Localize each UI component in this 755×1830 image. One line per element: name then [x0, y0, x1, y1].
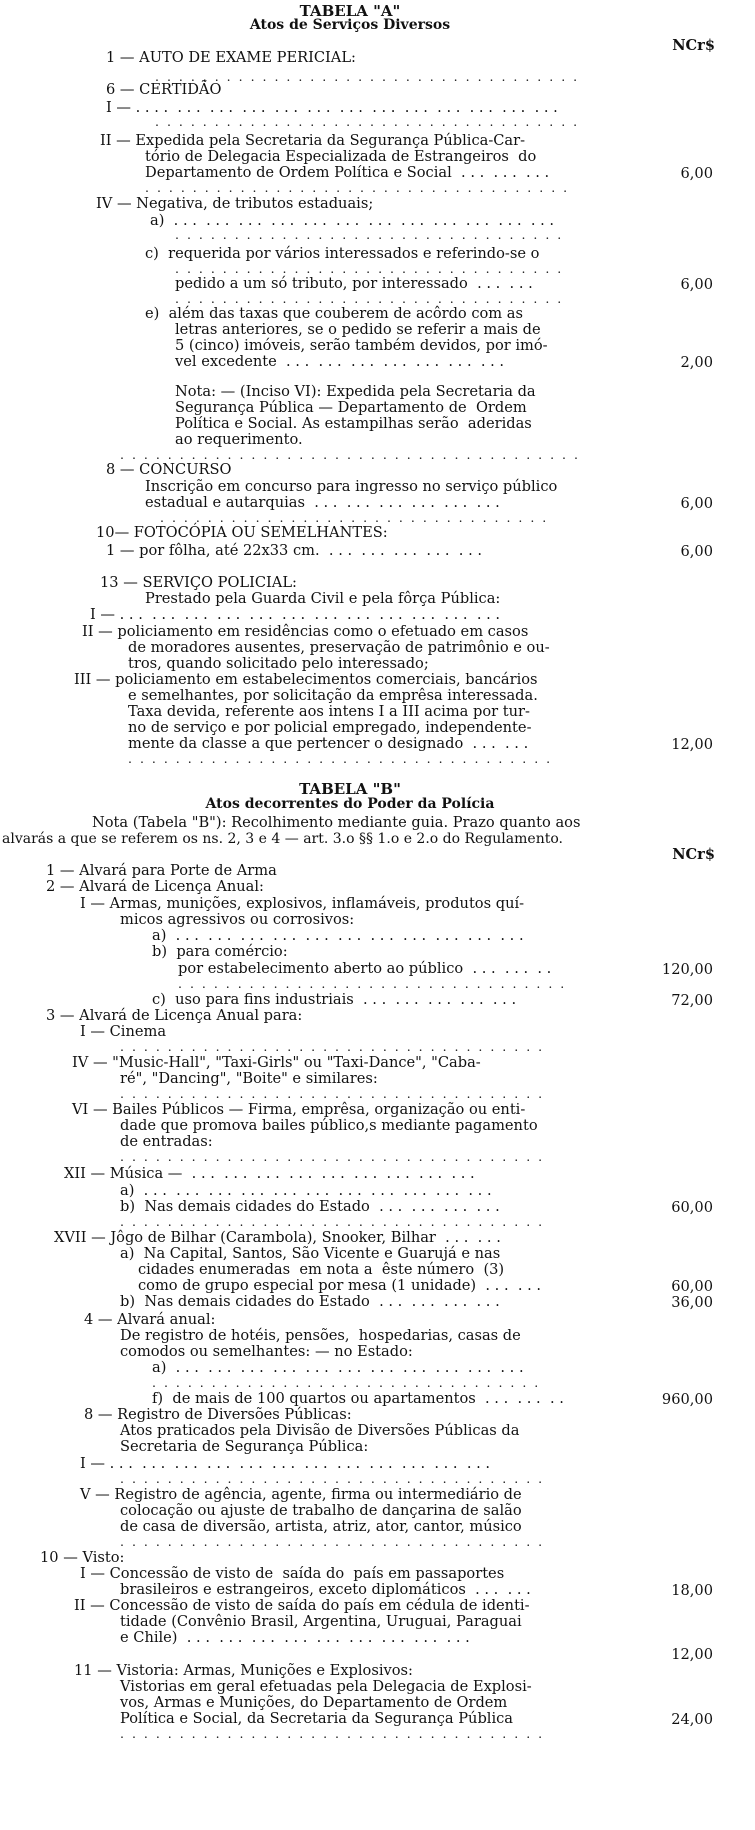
b-line: colocação ou ajuste de trabalho de dançarina de salão — [120, 1502, 522, 1519]
a-line: Prestado pela Guarda Civil e pela fôrça Pública: — [145, 590, 501, 607]
dot-leader: . . . . . . . . . . . . . . . . . . . . . . . . . . . . . . . . . . . . — [120, 1150, 545, 1164]
b-line: cidades enumeradas em nota a êste número (3) — [138, 1261, 505, 1278]
price: 12,00 — [671, 1646, 713, 1663]
tabela-a-title: TABELA "A" — [299, 2, 401, 20]
b-line: Vistorias em geral efetuadas pela Delegacia de Explosi- — [120, 1678, 532, 1695]
b-line: 8 — Registro de Diversões Públicas: — [84, 1406, 352, 1423]
b-line: 10 — Visto: — [40, 1549, 125, 1566]
price: 6,00 — [680, 276, 713, 293]
b-line: de casa de diversão, artista, atriz, ator, cantor, músico — [120, 1518, 522, 1535]
b-line: a) Na Capital, Santos, São Vicente e Guarujá e nas — [120, 1245, 501, 1262]
price: 2,00 — [680, 354, 713, 371]
dot-leader: . . . . . . . . . . . . . . . . . . . . . . . . . . . . . . . . . — [178, 977, 567, 991]
a-line: 1 — por fôlha, até 22x33 cm. . . . . . . . . . . . . . . . — [106, 542, 482, 559]
dot-leader: . . . . . . . . . . . . . . . . . . . . . . . . . . . . . . . . . . . . — [155, 115, 580, 129]
tabela-a-currency: NCr$ — [672, 37, 715, 54]
price: 60,00 — [671, 1278, 713, 1295]
a-line: 6 — CERTIDÃO — [106, 81, 222, 98]
b-line: brasileiros e estrangeiros, exceto diplomáticos . . . . . . — [120, 1581, 531, 1598]
b-line: I — . . . . . . . . . . . . . . . . . . . . . . . . . . . . . . . . . . . . — [80, 1455, 491, 1472]
price: 18,00 — [671, 1582, 713, 1599]
tabela-b-note: alvarás a que se referem os ns. 2, 3 e 4 — art. 3.o §§ 1.o e 2.o do Regulamento. — [2, 831, 563, 847]
price: 24,00 — [671, 1711, 713, 1728]
b-line: de entradas: — [120, 1133, 213, 1150]
a-line: 1 — AUTO DE EXAME PERICIAL: — [106, 49, 356, 66]
tabela-b-currency: NCr$ — [672, 846, 715, 863]
b-line: vos, Armas e Munições, do Departamento de Ordem — [120, 1694, 508, 1711]
b-line: V — Registro de agência, agente, firma ou intermediário de — [80, 1486, 522, 1503]
b-line: a) . . . . . . . . . . . . . . . . . . . . . . . . . . . . . . . . . — [152, 1359, 524, 1376]
b-line: por estabelecimento aberto ao público . . . . . . . . — [178, 960, 552, 977]
a-line: 5 (cinco) imóveis, serão também devidos, por imó- — [175, 337, 548, 354]
dot-leader: . . . . . . . . . . . . . . . . . . . . . . . . . . . . . . . . . . . . — [155, 70, 580, 84]
a-line: Segurança Pública — Departamento de Ordem — [175, 399, 527, 416]
b-line: comodos ou semelhantes: — no Estado: — [120, 1343, 413, 1360]
a-line: Nota: — (Inciso VI): Expedida pela Secretaria da — [175, 383, 536, 400]
a-line: Política e Social. As estampilhas serão aderidas — [175, 415, 532, 432]
b-line: IV — "Music-Hall", "Taxi-Girls" ou "Taxi-Dance", "Caba- — [72, 1054, 481, 1071]
a-line: mente da classe a que pertencer o designado . . . . . . — [128, 735, 529, 752]
a-line: tório de Delegacia Especializada de Estrangeiros do — [145, 148, 537, 165]
b-line: 3 — Alvará de Licença Anual para: — [46, 1007, 303, 1024]
b-line: II — Concessão de visto de saída do país em cédula de identi- — [74, 1597, 530, 1614]
dot-leader: . . . . . . . . . . . . . . . . . . . . . . . . . . . . . . . . . . . . . . . — [120, 448, 580, 462]
b-line: como de grupo especial por mesa (1 unidade) . . . . . . — [138, 1277, 542, 1294]
tabela-b-title: TABELA "B" — [299, 780, 401, 798]
a-line: pedido a um só tributo, por interessado . . . . . . — [175, 275, 533, 292]
tabela-b-subtitle: Atos decorrentes do Poder da Polícia — [205, 796, 495, 812]
dot-leader: . . . . . . . . . . . . . . . . . . . . . . . . . . . . . . . . . . . . — [120, 1087, 545, 1101]
dot-leader: . . . . . . . . . . . . . . . . . . . . . . . . . . . . . . . . . — [160, 511, 549, 525]
price: 6,00 — [680, 165, 713, 182]
b-line: dade que promova bailes público,s mediante pagamento — [120, 1117, 538, 1134]
b-line: Política e Social, da Secretaria da Segurança Pública — [120, 1710, 514, 1727]
price: 120,00 — [661, 961, 713, 978]
b-line: 4 — Alvará anual: — [84, 1311, 216, 1328]
b-line: Atos praticados pela Divisão de Diversões Públicas da — [120, 1422, 520, 1439]
b-line: e Chile) . . . . . . . . . . . . . . . . . . . . . . . . . . . — [120, 1629, 470, 1646]
b-line: b) Nas demais cidades do Estado . . . . . . . . . . . . — [120, 1198, 500, 1215]
b-line: Secretaria de Segurança Pública: — [120, 1438, 369, 1455]
dot-leader: . . . . . . . . . . . . . . . . . . . . . . . . . . . . . . . . . . . . — [145, 181, 570, 195]
b-line: XII — Música — . . . . . . . . . . . . . . . . . . . . . . . . . . . — [64, 1165, 475, 1182]
b-line: a) . . . . . . . . . . . . . . . . . . . . . . . . . . . . . . . . . — [120, 1182, 492, 1199]
a-line: a) . . . . . . . . . . . . . . . . . . . . . . . . . . . . . . . . . . . . — [150, 212, 555, 229]
a-line: II — Expedida pela Secretaria da Segurança Pública-Car- — [100, 132, 526, 149]
a-line: estadual e autarquias . . . . . . . . . . . . . . . . . . — [145, 494, 500, 511]
a-line: I — . . . . . . . . . . . . . . . . . . . . . . . . . . . . . . . . . . . . — [90, 606, 501, 623]
b-line: I — Armas, munições, explosivos, inflamáveis, produtos quí- — [80, 895, 525, 912]
price: 6,00 — [680, 495, 713, 512]
tabela-b-note: Nota (Tabela "B"): Recolhimento mediante guia. Prazo quanto aos — [92, 814, 581, 831]
b-line: I — Concessão de visto de saída do país em passaportes — [80, 1565, 505, 1582]
b-line: b) para comércio: — [152, 943, 288, 960]
dot-leader: . . . . . . . . . . . . . . . . . . . . . . . . . . . . . . . . . . . . — [120, 1040, 545, 1054]
a-line: e) além das taxas que couberem de acôrdo com as — [145, 305, 523, 322]
dot-leader: . . . . . . . . . . . . . . . . . . . . . . . . . . . . . . . . . . . . — [128, 752, 553, 766]
a-line: III — policiamento em estabelecimentos comerciais, bancários — [74, 671, 538, 688]
dot-leader: . . . . . . . . . . . . . . . . . . . . . . . . . . . . . . . . . . . . — [120, 1472, 545, 1486]
b-line: tidade (Convênio Brasil, Argentina, Uruguai, Paraguai — [120, 1613, 522, 1630]
a-line: 8 — CONCURSO — [106, 461, 232, 478]
dot-leader: . . . . . . . . . . . . . . . . . . . . . . . . . . . . . . . . . — [152, 1376, 541, 1390]
a-line: ao requerimento. — [175, 431, 303, 448]
price: 6,00 — [680, 543, 713, 560]
b-line: a) . . . . . . . . . . . . . . . . . . . . . . . . . . . . . . . . . — [152, 927, 524, 944]
price: 12,00 — [671, 736, 713, 753]
price: 960,00 — [661, 1391, 713, 1408]
b-line: XVII — Jôgo de Bilhar (Carambola), Snooker, Bilhar . . . . . . — [54, 1229, 501, 1246]
dot-leader: . . . . . . . . . . . . . . . . . . . . . . . . . . . . . . . . . — [175, 292, 564, 306]
b-line: VI — Bailes Públicos — Firma, emprêsa, organização ou enti- — [72, 1101, 526, 1118]
a-line: I — . . . . . . . . . . . . . . . . . . . . . . . . . . . . . . . . . . . . . . . . — [106, 99, 558, 116]
b-line: c) uso para fins industriais . . . . . . . . . . . . . . . — [152, 991, 517, 1008]
a-line: letras anteriores, se o pedido se referir a mais de — [175, 321, 541, 338]
a-line: Taxa devida, referente aos intens I a III acima por tur- — [128, 703, 530, 720]
b-line: De registro de hotéis, pensões, hospedarias, casas de — [120, 1327, 521, 1344]
tabela-a-subtitle: Atos de Serviços Diversos — [249, 17, 451, 33]
b-line: f) de mais de 100 quartos ou apartamentos . . . . . . . . — [152, 1390, 564, 1407]
price: 36,00 — [671, 1294, 713, 1311]
price: 60,00 — [671, 1199, 713, 1216]
b-line: 2 — Alvará de Licença Anual: — [46, 878, 264, 895]
a-line: c) requerida por vários interessados e referindo-se o — [145, 245, 540, 262]
a-line: II — policiamento em residências como o efetuado em casos — [82, 623, 529, 640]
dot-leader: . . . . . . . . . . . . . . . . . . . . . . . . . . . . . . . . . — [175, 262, 564, 276]
a-line: Inscrição em concurso para ingresso no serviço público — [145, 478, 558, 495]
b-line: micos agressivos ou corrosivos: — [120, 911, 355, 928]
a-line: Departamento de Ordem Política e Social . . . . . . . . . — [145, 164, 550, 181]
a-line: e semelhantes, por solicitação da emprêsa interessada. — [128, 687, 538, 704]
a-line: IV — Negativa, de tributos estaduais; — [96, 195, 374, 212]
b-line: I — Cinema — [80, 1023, 167, 1040]
price: 72,00 — [671, 992, 713, 1009]
b-line: ré", "Dancing", "Boite" e similares: — [120, 1070, 378, 1087]
dot-leader: . . . . . . . . . . . . . . . . . . . . . . . . . . . . . . . . . — [175, 228, 564, 242]
b-line: b) Nas demais cidades do Estado . . . . . . . . . . . . — [120, 1293, 500, 1310]
b-line: 11 — Vistoria: Armas, Munições e Explosivos: — [74, 1662, 413, 1679]
a-line: tros, quando solicitado pelo interessado; — [128, 655, 429, 672]
a-line: no de serviço e por policial empregado, independente- — [128, 719, 532, 736]
a-line: 10— FOTOCÓPIA OU SEMELHANTES: — [96, 524, 388, 541]
a-line: de moradores ausentes, preservação de patrimônio e ou- — [128, 639, 550, 656]
dot-leader: . . . . . . . . . . . . . . . . . . . . . . . . . . . . . . . . . . . . — [120, 1727, 545, 1741]
a-line: 13 — SERVIÇO POLICIAL: — [100, 574, 297, 591]
dot-leader: . . . . . . . . . . . . . . . . . . . . . . . . . . . . . . . . . . . . — [120, 1535, 545, 1549]
a-line: vel excedente . . . . . . . . . . . . . . . . . . . . . — [175, 353, 505, 370]
b-line: 1 — Alvará para Porte de Arma — [46, 862, 277, 879]
dot-leader: . . . . . . . . . . . . . . . . . . . . . . . . . . . . . . . . . . . . — [120, 1215, 545, 1229]
